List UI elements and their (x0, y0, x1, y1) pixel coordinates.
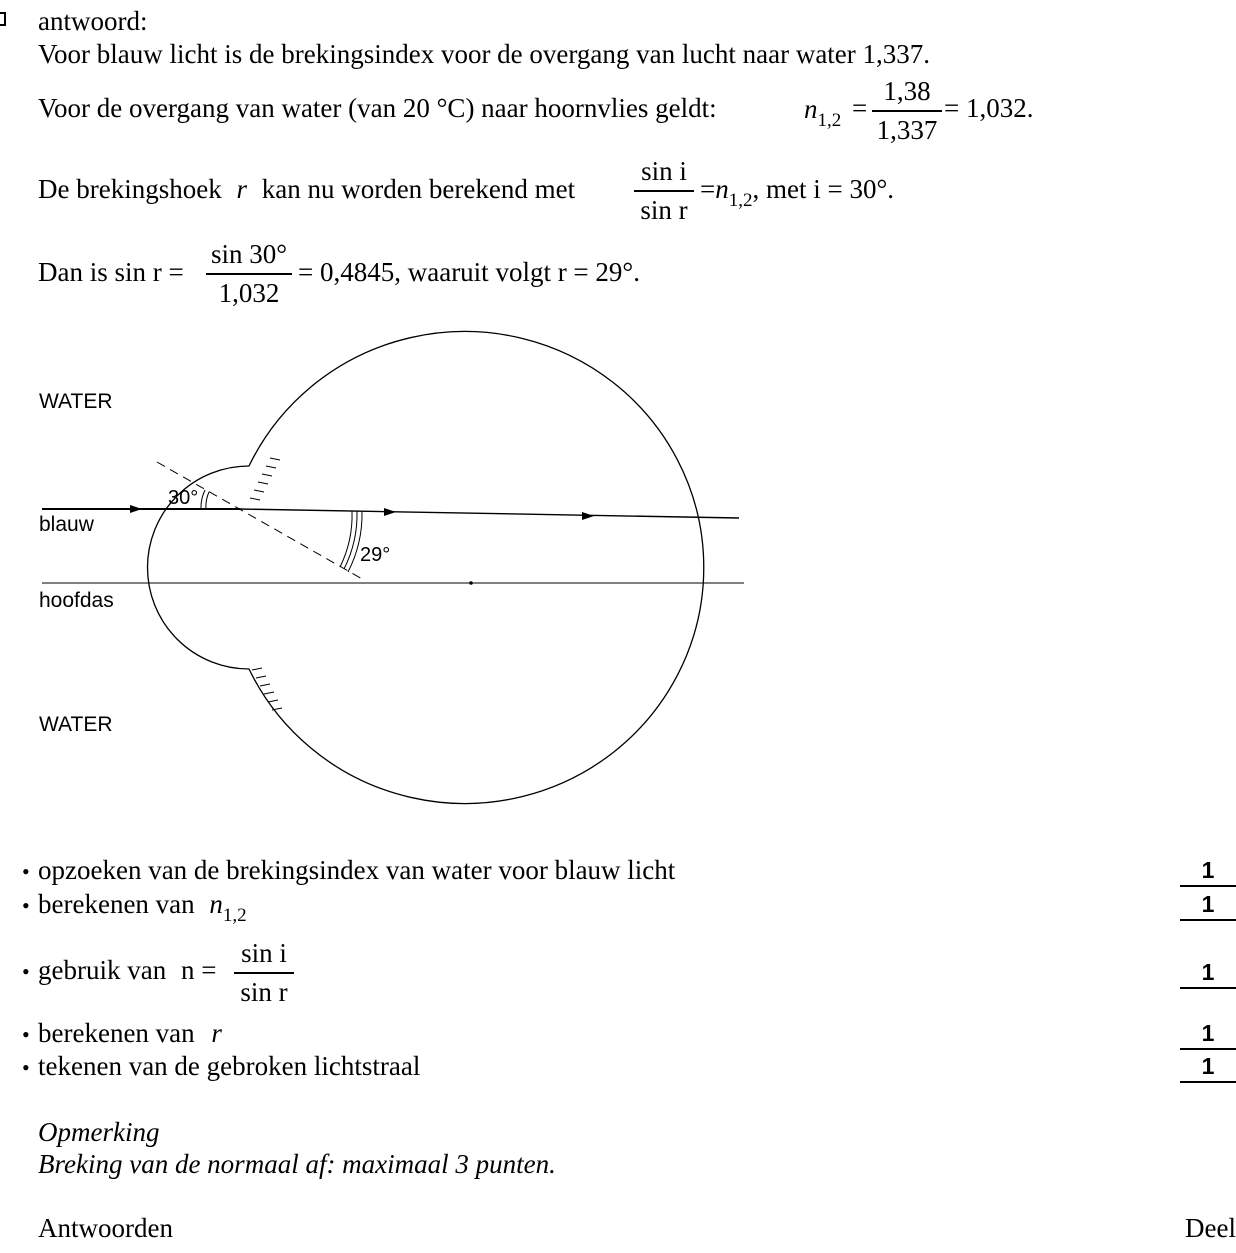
line-refraction-angle (38, 176, 575, 203)
bullet: • (22, 1022, 30, 1047)
n12-symbol (804, 96, 841, 130)
footer-right: Deel (1185, 1213, 1236, 1243)
remark-body: Breking van de normaal af: maximaal 3 punten. (38, 1149, 556, 1179)
fraction-sin-r (206, 241, 292, 307)
equals-sign: = (852, 93, 868, 123)
r-var: r (236, 174, 247, 204)
eye-refraction-diagram (0, 330, 760, 830)
label-angle-29: 29° (360, 544, 391, 566)
equals-sign: = (700, 174, 716, 204)
cornea-hatching-bottom (252, 668, 282, 710)
n-var: n (715, 174, 729, 204)
fraction-n-formula (234, 940, 294, 1006)
formula-lhs: n = (180, 955, 217, 985)
line4-prefix: Dan is sin r = (38, 257, 184, 287)
scoring-item-1: opzoeken van de brekingsindex van water voor blauw licht (38, 855, 676, 885)
fraction-denominator: 1,337 (876, 114, 938, 145)
scoring-item-3 (38, 957, 216, 984)
normal-line (157, 462, 364, 580)
label-angle-30: 30° (168, 487, 199, 509)
points-4: 1 (1180, 1022, 1236, 1050)
fraction-snell (634, 158, 694, 224)
incident-arrow (130, 505, 142, 513)
bullet: • (22, 959, 30, 984)
center-point (469, 581, 473, 585)
snell-rhs (700, 176, 894, 210)
points-5: 1 (1180, 1055, 1236, 1083)
eye-outline (148, 332, 704, 804)
cornea-hatching-top (250, 458, 280, 500)
answer-checkbox[interactable] (0, 12, 6, 26)
fraction-denominator: sin r (640, 194, 688, 225)
fraction-bar (872, 110, 942, 112)
answer-label: antwoord: (38, 6, 148, 36)
footer-left: Antwoorden (38, 1213, 173, 1243)
fraction-bar (234, 972, 294, 974)
fraction-denominator: 1,032 (218, 277, 280, 308)
label-blauw: blauw (39, 513, 94, 536)
n-subscript: 1,2 (817, 110, 842, 131)
points-1: 1 (1180, 859, 1236, 887)
scoring-item-4-text: berekenen van (38, 1018, 195, 1048)
points-2: 1 (1180, 893, 1236, 921)
fraction-numerator: 1,38 (883, 76, 931, 106)
line-cornea-transition: Voor de overgang van water (van 20 °C) naar hoornvlies geldt: (38, 93, 717, 123)
scoring-item-4 (38, 1020, 222, 1047)
fraction-numerator: sin i (241, 938, 287, 968)
points-3: 1 (1180, 961, 1236, 989)
fraction-bar (206, 273, 292, 275)
refracted-arrow-2 (582, 512, 594, 520)
fraction-numerator: sin i (641, 156, 687, 186)
n-subscript: 1,2 (728, 190, 753, 211)
scoring-item-3-text: gebruik van (38, 955, 167, 985)
angle-arc-30-b (206, 492, 209, 509)
scoring-item-2-text: berekenen van (38, 889, 195, 919)
line3-mid: kan nu worden berekend met (261, 174, 576, 204)
n-var: n (209, 889, 223, 919)
label-water-bottom: WATER (39, 713, 113, 736)
scoring-item-2 (38, 891, 247, 925)
r-var: r (211, 1018, 222, 1048)
line3-suffix: , met i = 30°. (752, 174, 894, 204)
line4-suffix: = 0,4845, waaruit volgt r = 29°. (298, 257, 640, 287)
fraction-bar (634, 190, 694, 192)
scoring-item-5: tekenen van de gebroken lichtstraal (38, 1051, 421, 1081)
label-water-top: WATER (39, 390, 113, 413)
n-var: n (804, 94, 818, 124)
angle-arc-29-b (344, 511, 357, 569)
bullet: • (22, 893, 30, 918)
remark-title: Opmerking (38, 1117, 160, 1147)
angle-arc-30-a (201, 490, 205, 509)
angle-arc-29-a (340, 511, 352, 567)
bullet: • (22, 1055, 30, 1080)
line-refraction-index: Voor blauw licht is de brekingsindex voor de overgang van lucht naar water 1,337. (38, 39, 931, 69)
fraction-denominator: sin r (240, 976, 288, 1007)
refracted-ray (240, 509, 739, 518)
fraction-n12 (872, 78, 942, 144)
label-hoofdas: hoofdas (39, 589, 114, 612)
n12-result: = 1,032. (944, 93, 1034, 123)
refracted-arrow-1 (384, 508, 396, 516)
line3-prefix: De brekingshoek (38, 174, 222, 204)
n-subscript: 1,2 (222, 905, 247, 926)
fraction-numerator: sin 30° (210, 239, 288, 269)
bullet: • (22, 859, 30, 884)
